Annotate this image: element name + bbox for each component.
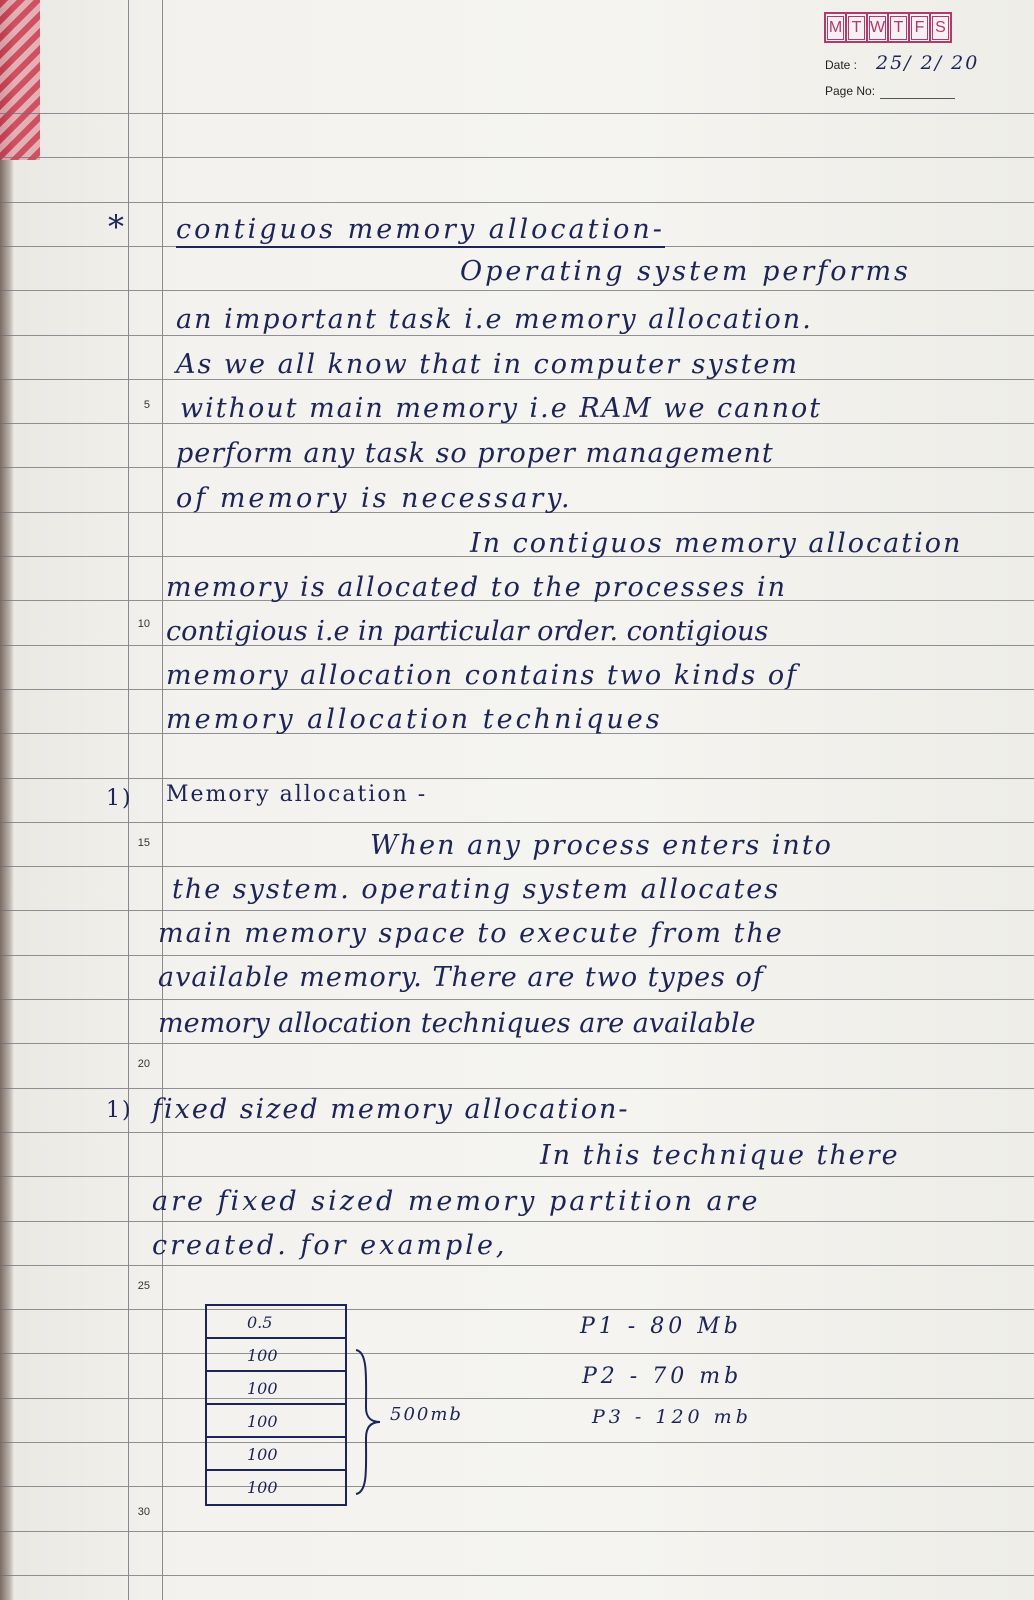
text-line: an important task i.e memory allocation. [176, 304, 813, 335]
ruled-line [0, 335, 1034, 336]
ruled-line [0, 290, 1034, 291]
ruled-line [0, 866, 1034, 867]
asterisk-bullet: * [108, 208, 127, 246]
ruled-line [0, 910, 1034, 911]
ruled-line [0, 1353, 1034, 1354]
day-letter: S [932, 16, 949, 40]
partition-block: 0.5 [207, 1306, 345, 1339]
day-box [824, 12, 847, 43]
line-number: 20 [137, 1058, 150, 1070]
text-line: memory is allocated to the processes in [166, 572, 787, 603]
day-box [929, 12, 952, 43]
ruled-line [0, 1575, 1034, 1576]
ruled-line [0, 1132, 1034, 1133]
text-line: memory allocation contains two kinds of [166, 660, 799, 691]
process-size: P3 - 120 mb [592, 1406, 752, 1428]
day-letter: T [890, 16, 907, 40]
ruled-line [0, 1043, 1034, 1044]
ruled-line [0, 822, 1034, 823]
ruled-line [0, 999, 1034, 1000]
text-line: of memory is necessary. [176, 483, 573, 514]
line-number: 25 [137, 1280, 150, 1292]
process-size: P2 - 70 mb [582, 1364, 743, 1389]
ruled-line [0, 1398, 1034, 1399]
ruled-line [0, 1486, 1034, 1487]
text-line: without main memory i.e RAM we cannot [180, 393, 823, 424]
ruled-line [0, 1265, 1034, 1266]
ruled-line [0, 1531, 1034, 1532]
day-letter: M [827, 16, 844, 40]
ruled-line [0, 202, 1034, 203]
ruled-line [0, 1088, 1034, 1089]
memory-partition-diagram [205, 1304, 347, 1506]
page-no-blank [880, 98, 955, 99]
subheading-fixed-sized: fixed sized memory allocation- [152, 1094, 630, 1125]
ruled-line [0, 113, 1034, 114]
text-line: created. for example, [152, 1230, 508, 1261]
page-edge-shadow [0, 0, 14, 1600]
text-line: As we all know that in computer system [176, 349, 800, 380]
day-box [866, 12, 889, 43]
text-line: memory allocation techniques are available [158, 1008, 756, 1039]
subheading-memory-allocation: Memory allocation - [166, 782, 428, 807]
line-number: 15 [137, 837, 150, 849]
text-line: memory allocation techniques [166, 704, 663, 735]
day-box [908, 12, 931, 43]
day-letter: W [869, 16, 886, 40]
partition-block: 100 [207, 1339, 345, 1372]
heading-contiguous: contiguos memory allocation- [176, 214, 665, 248]
text-line: contigious i.e in particular order. contigious [166, 616, 769, 647]
ruled-line [0, 157, 1034, 158]
date-value: 25/ 2/ 20 [876, 52, 980, 74]
text-line: perform any task so proper management [176, 438, 774, 469]
day-box [887, 12, 910, 43]
day-letter: T [848, 16, 865, 40]
ruled-line [0, 1442, 1034, 1443]
line-number: 10 [137, 618, 150, 630]
date-label: Date : [825, 58, 858, 72]
text-line: When any process enters into [370, 830, 833, 861]
day-letter: F [911, 16, 928, 40]
text-line: the system. operating system allocates [172, 874, 781, 905]
partition-block: 100 [207, 1438, 345, 1471]
partition-block: 100 [207, 1372, 345, 1405]
ruled-line [0, 778, 1034, 779]
partition-block: 100 [247, 1478, 278, 1497]
text-line: main memory space to execute from the [158, 918, 784, 949]
text-line: In this technique there [540, 1140, 900, 1171]
ruled-line [0, 1176, 1034, 1177]
margin-line [162, 0, 163, 1600]
text-line: available memory. There are two types of [158, 962, 764, 993]
page-no-label: Page No: [825, 84, 876, 98]
day-box [845, 12, 868, 43]
ruled-line [0, 955, 1034, 956]
list-number: 1) [106, 1098, 133, 1123]
partition-block: 100 [207, 1405, 345, 1438]
total-memory-label: 500mb [390, 1404, 463, 1425]
ruled-line [0, 1309, 1034, 1310]
brace-icon [352, 1348, 382, 1496]
weekday-boxes [826, 12, 952, 43]
text-line: are fixed sized memory partition are [152, 1186, 761, 1217]
ruled-line [0, 1221, 1034, 1222]
line-number: 30 [137, 1506, 150, 1518]
text-line: Operating system performs [460, 256, 911, 287]
process-size: P1 - 80 Mb [580, 1314, 742, 1339]
text-line: In contiguos memory allocation [470, 528, 963, 559]
line-number: 5 [143, 399, 150, 411]
list-number: 1) [106, 786, 133, 811]
fabric-corner [0, 0, 40, 160]
